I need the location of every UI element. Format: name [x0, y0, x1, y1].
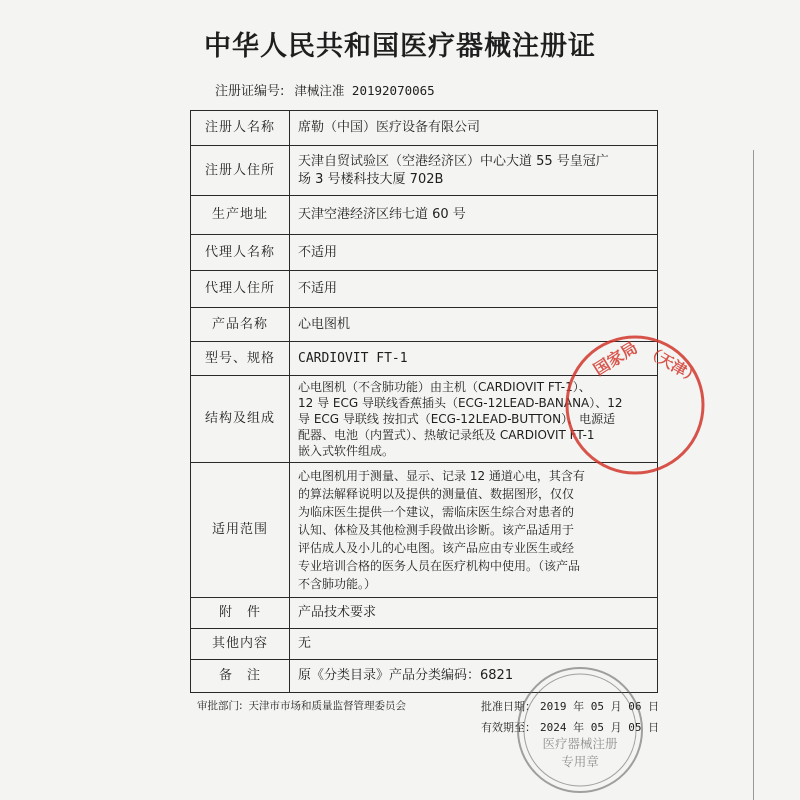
approval-date-value: 2019 年 05 月 06 日 [540, 700, 660, 713]
table-row [191, 463, 658, 598]
page-title: 中华人民共和国医疗器械注册证 [204, 31, 596, 62]
certificate-number-value: 津械注准 20192070065 [294, 83, 435, 98]
approval-authority-value: 天津市市场和质量监督管理委员会 [248, 700, 407, 712]
official-red-seal [560, 330, 710, 480]
registrant-address-value [290, 146, 658, 196]
table-row [191, 235, 658, 271]
model-value: CARDIOVIT FT-1 [290, 342, 658, 376]
text-line: 不含肺功能。） [298, 577, 377, 591]
table-row [191, 598, 658, 629]
text-line: 天津自贸试验区（空港经济区）中心大道 55 号皇冠广 [298, 153, 609, 169]
model-label: 型号、规格 [191, 342, 290, 376]
table-row [191, 271, 658, 308]
product-name-value: 心电图机 [290, 308, 658, 342]
other-content-value: 无 [290, 629, 658, 660]
text-line: 专业培训合格的医务人员在医疗机构中使用。（该产品 [298, 559, 581, 573]
agent-name-value: 不适用 [290, 235, 658, 271]
red-seal-text: 国家局 [590, 337, 641, 380]
approval-authority-label: 审批部门: [197, 700, 243, 712]
registration-stamp-graphic [518, 668, 642, 792]
attachment-value: 产品技术要求 [290, 598, 658, 629]
agent-address-label: 代理人住所 [191, 271, 290, 308]
registrant-name-value: 席勒（中国）医疗设备有限公司 [290, 111, 658, 146]
production-address-label: 生产地址 [191, 196, 290, 235]
page-edge-line [753, 150, 754, 800]
registrant-address-label: 注册人住所 [191, 146, 290, 196]
text-line: 为临床医生提供一个建议，需临床医生综合对患者的 [298, 505, 575, 519]
table-row [191, 196, 658, 235]
approval-date-label: 批准日期： [481, 700, 536, 713]
agent-address-value: 不适用 [290, 271, 658, 308]
stamp-line-1: 医疗器械注册 [542, 736, 618, 751]
production-address-value: 天津空港经济区纬七道 60 号 [290, 196, 658, 235]
expiry-date-value: 2024 年 05 月 05 日 [540, 721, 660, 734]
remarks-label: 备 注 [191, 660, 290, 693]
product-name-label: 产品名称 [191, 308, 290, 342]
text-line: 评估成人及小儿的心电图。该产品应由专业医生或经 [298, 541, 575, 555]
registration-stamp [510, 660, 650, 800]
text-line: 场 3 号楼科技大厦 702B [298, 171, 444, 187]
text-line: 认知、体检及其他检测手段做出诊断。该产品适用于 [298, 523, 575, 537]
scope-label: 适用范围 [191, 463, 290, 598]
other-content-label: 其他内容 [191, 629, 290, 660]
text-line: 的算法解释说明以及提供的测量值、数据图形，仅仅 [298, 487, 575, 501]
registrant-name-label: 注册人名称 [191, 111, 290, 146]
agent-name-label: 代理人名称 [191, 235, 290, 271]
table-row [191, 629, 658, 660]
expiry-date-label: 有效期至： [481, 721, 536, 734]
text-line: 12 导 ECG 导联线香蕉插头（ECG-12LEAD-BANANA）、12 [298, 396, 623, 410]
attachment-label: 附 件 [191, 598, 290, 629]
text-line: 嵌入式软件组成。 [298, 444, 395, 458]
text-line: 心电图机用于测量、显示、记录 12 通道心电，其含有 [298, 469, 585, 483]
red-seal-graphic [567, 337, 703, 473]
stamp-line-2: 专用章 [561, 754, 599, 769]
certificate-number-label: 注册证编号: [215, 84, 285, 99]
text-line: 导 ECG 导联线 按扣式（ECG-12LEAD-BUTTON）、电源适 [298, 412, 616, 426]
remarks-value: 原《分类目录》产品分类编码：6821 [290, 660, 658, 693]
table-row [191, 111, 658, 146]
table-row [191, 146, 658, 196]
structure-label: 结构及组成 [191, 376, 290, 463]
approval-authority [197, 698, 406, 713]
text-line: 心电图机（不含肺功能）由主机（CARDIOVIT FT-1）、 [298, 380, 591, 394]
red-seal-suffix: （天津） [642, 341, 703, 388]
scope-value [290, 463, 658, 598]
certificate-number [215, 80, 435, 99]
text-line: 配器、电池（内置式）、热敏记录纸及 CARDIOVIT FT-1 [298, 428, 595, 442]
